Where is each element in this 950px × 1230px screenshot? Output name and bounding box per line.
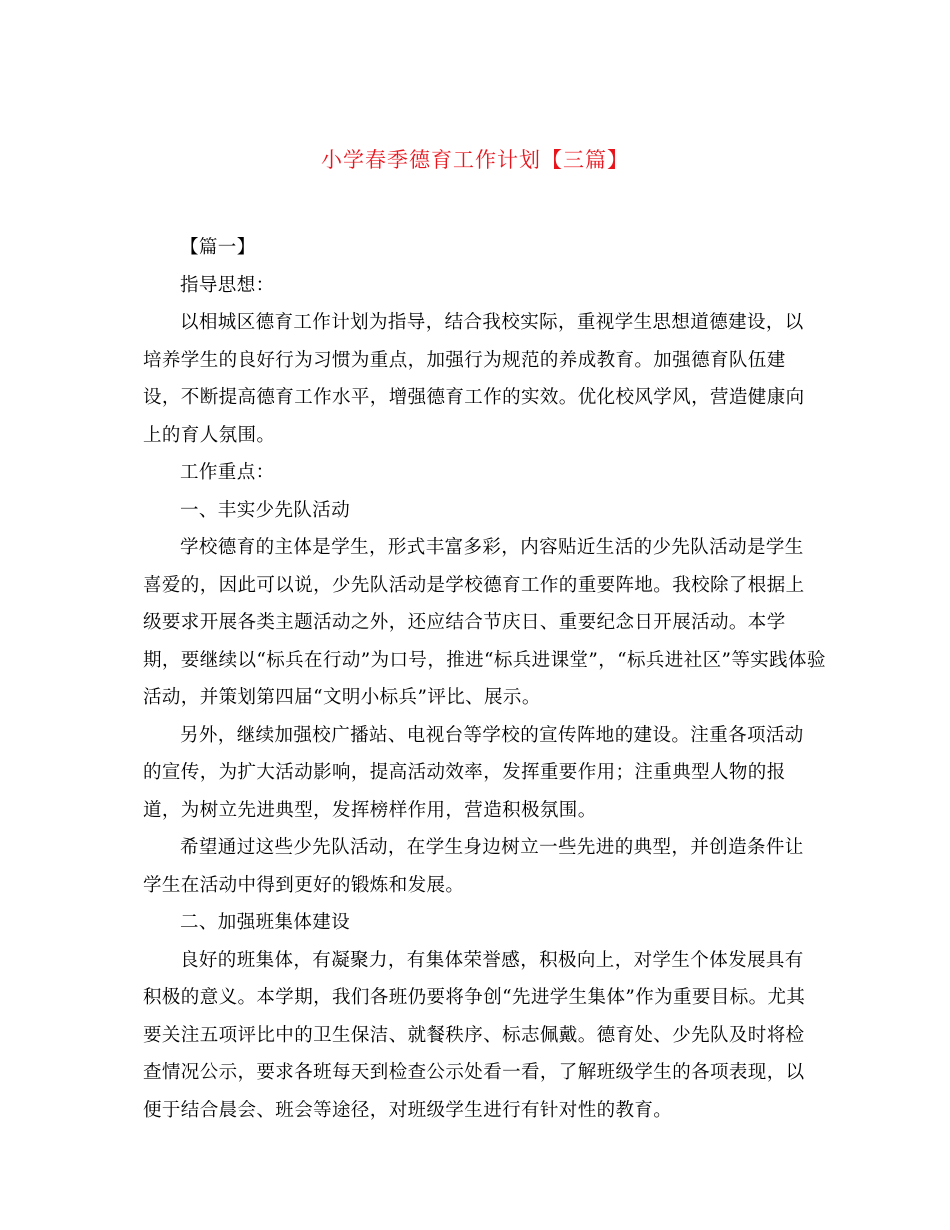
text-line: 的宣传，为扩大活动影响，提高活动效率，发挥重要作用；注重典型人物的报 xyxy=(143,762,786,783)
text-line: 学生在活动中得到更好的锻炼和发展。 xyxy=(143,874,465,896)
text-line: 要关注五项评比中的卫生保洁、就餐秩序、标志佩戴。德育处、少先队及时将检 xyxy=(143,1024,805,1046)
text-line: 喜爱的，因此可以说，少先队活动是学校德育工作的重要阵地。我校除了根据上 xyxy=(143,574,805,596)
text-line: 良好的班集体，有凝聚力，有集体荣誉感，积极向上，对学生个体发展具有 xyxy=(180,949,804,971)
text-line: 一、丰实少先队活动 xyxy=(180,499,351,521)
text-line: 道，为树立先进典型，发挥榜样作用，营造积极氛围。 xyxy=(143,799,597,821)
text-line: 以相城区德育工作计划为指导，结合我校实际，重视学生思想道德建设，以 xyxy=(180,312,804,333)
document-title: 小学春季德育工作计划【三篇】 xyxy=(321,148,629,172)
text-line: 希望通过这些少先队活动，在学生身边树立一些先进的典型，并创造条件让 xyxy=(180,837,804,858)
text-line: 查情况公示，要求各班每天到检查公示处看一看，了解班级学生的各项表现，以 xyxy=(143,1062,805,1083)
document-body xyxy=(143,229,826,1129)
text-line: 上的育人氛围。 xyxy=(143,424,276,446)
text-line: 另外，继续加强校广播站、电视台等学校的宣传阵地的建设。注重各项活动 xyxy=(180,724,804,746)
text-line: 指导思想： xyxy=(180,274,275,296)
text-line: 便于结合晨会、班会等途径，对班级学生进行有针对性的教育。 xyxy=(143,1099,673,1121)
text-line: 工作重点： xyxy=(180,462,275,483)
text-line: 学校德育的主体是学生，形式丰富多彩，内容贴近生活的少先队活动是学生 xyxy=(180,537,804,558)
text-line: 设，不断提高德育工作水平，增强德育工作的实效。优化校风学风，营造健康向 xyxy=(143,387,805,408)
text-line: 积极的意义。本学期，我们各班仍要将争创“先进学生集体”作为重要目标。尤其 xyxy=(143,987,806,1008)
text-line: 培养学生的良好行为习惯为重点，加强行为规范的养成教育。加强德育队伍建 xyxy=(143,349,786,371)
text-line: 级要求开展各类主题活动之外，还应结合节庆日、重要纪念日开展活动。本学 xyxy=(143,612,786,633)
text-line: 【篇一】 xyxy=(180,237,256,258)
text-line: 二、加强班集体建设 xyxy=(180,912,351,933)
text-line: 期，要继续以“标兵在行动”为口号，推进“标兵进课堂”，“标兵进社区”等实践体验 xyxy=(143,649,826,671)
text-line: 活动，并策划第四届“文明小标兵”评比、展示。 xyxy=(143,687,541,708)
